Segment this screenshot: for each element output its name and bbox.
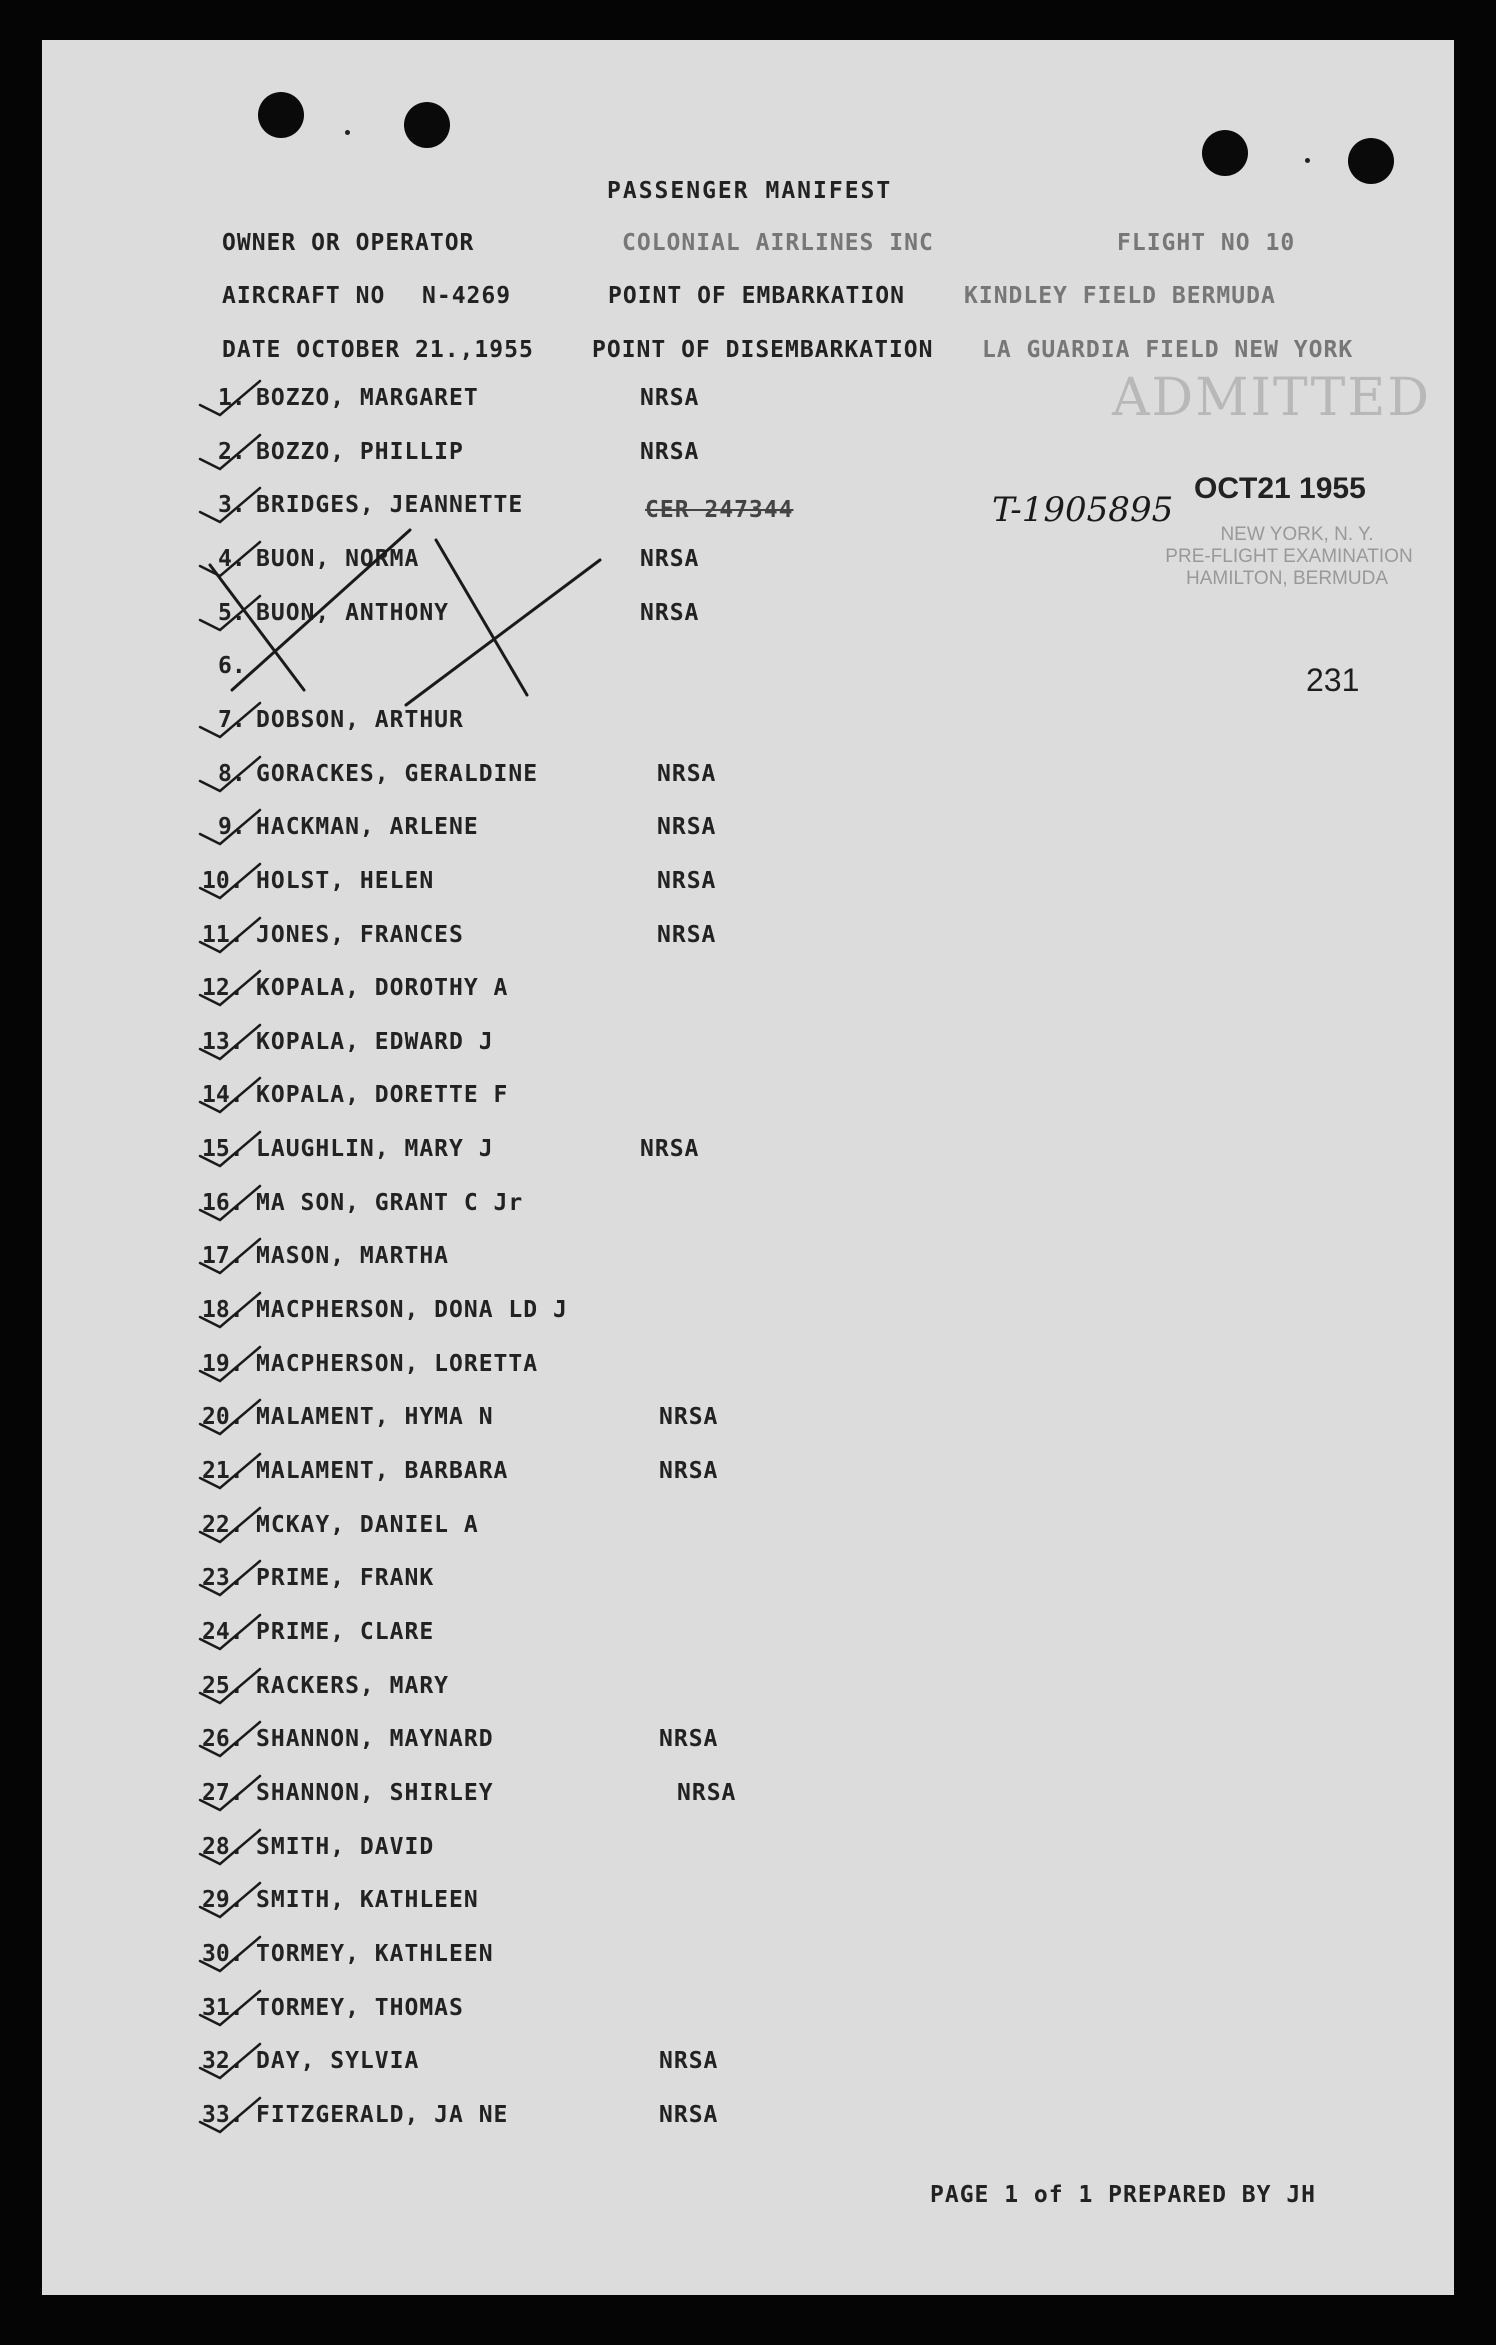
check-mark <box>200 1937 260 1971</box>
passenger-number: 25. <box>202 1673 244 1699</box>
passenger-number: 2. <box>218 439 246 465</box>
ink-marks <box>42 40 1454 2295</box>
struck-reference: CER 247344 <box>645 497 794 523</box>
passenger-number: 13. <box>202 1029 244 1055</box>
passenger-name: SMITH, KATHLEEN <box>256 1887 479 1913</box>
check-mark <box>200 1669 260 1703</box>
passenger-status: NRSA <box>640 385 700 411</box>
stamp-date: OCT21 1955 <box>1194 472 1366 505</box>
passenger-number: 11. <box>202 922 244 948</box>
passenger-name: JONES, FRANCES <box>256 922 464 948</box>
check-mark <box>200 1132 260 1166</box>
check-mark <box>200 542 260 576</box>
page-number: 231 <box>1306 662 1360 698</box>
embarkation-value: KINDLEY FIELD BERMUDA <box>964 283 1276 309</box>
flight-label: FLIGHT NO 10 <box>1117 230 1296 256</box>
passenger-status: NRSA <box>640 546 700 572</box>
passenger-name: BUON, NORMA <box>256 546 420 572</box>
check-mark <box>200 381 260 415</box>
check-mark <box>200 1078 260 1112</box>
check-mark <box>200 810 260 844</box>
passenger-name: FITZGERALD, JA NE <box>256 2102 509 2128</box>
passenger-status: NRSA <box>657 761 717 787</box>
handwritten-reference: T-1905895 <box>992 490 1174 530</box>
check-mark <box>200 971 260 1005</box>
owner-label: OWNER OR OPERATOR <box>222 230 475 256</box>
passenger-name: SHANNON, MAYNARD <box>256 1726 494 1752</box>
passenger-number: 1. <box>218 385 246 411</box>
passenger-status: NRSA <box>677 1780 737 1806</box>
passenger-name: MACPHERSON, LORETTA <box>256 1351 539 1377</box>
passenger-number: 9. <box>218 814 246 840</box>
passenger-number: 3. <box>218 492 246 518</box>
check-mark <box>200 2098 260 2132</box>
passenger-number: 19. <box>202 1351 244 1377</box>
passenger-number: 15. <box>202 1136 244 1162</box>
passenger-number: 20. <box>202 1404 244 1430</box>
passenger-number: 23. <box>202 1565 244 1591</box>
passenger-name: KOPALA, DORETTE F <box>256 1082 509 1108</box>
passenger-name: LAUGHLIN, MARY J <box>256 1136 494 1162</box>
passenger-name: HOLST, HELEN <box>256 868 435 894</box>
passenger-name: MACPHERSON, DONA LD J <box>256 1297 568 1323</box>
passenger-number: 14. <box>202 1082 244 1108</box>
date-label: DATE OCTOBER 21.,1955 <box>222 337 534 363</box>
passenger-name: TORMEY, THOMAS <box>256 1995 464 2021</box>
passenger-name: MALAMENT, HYMA N <box>256 1404 494 1430</box>
check-mark <box>200 1025 260 1059</box>
passenger-name: DAY, SYLVIA <box>256 2048 420 2074</box>
passenger-name: RACKERS, MARY <box>256 1673 450 1699</box>
passenger-name: SHANNON, SHIRLEY <box>256 1780 494 1806</box>
check-mark <box>200 1561 260 1595</box>
aircraft-value: N-4269 <box>422 283 512 309</box>
manifest-title: PASSENGER MANIFEST <box>607 178 893 204</box>
passenger-status: NRSA <box>659 2102 719 2128</box>
passenger-number: 4. <box>218 546 246 572</box>
check-mark <box>200 1722 260 1756</box>
passenger-number: 31. <box>202 1995 244 2021</box>
passenger-number: 24. <box>202 1619 244 1645</box>
passenger-number: 16. <box>202 1190 244 1216</box>
disembarkation-value: LA GUARDIA FIELD NEW YORK <box>982 337 1354 363</box>
passenger-status: NRSA <box>659 1726 719 1752</box>
passenger-number: 22. <box>202 1512 244 1538</box>
check-mark <box>200 488 260 522</box>
check-mark <box>200 1186 260 1220</box>
passenger-number: 10. <box>202 868 244 894</box>
passenger-number: 30. <box>202 1941 244 1967</box>
passenger-name: HACKMAN, ARLENE <box>256 814 479 840</box>
passenger-number: 5. <box>218 600 246 626</box>
passenger-name: PRIME, FRANK <box>256 1565 435 1591</box>
check-mark <box>200 1239 260 1273</box>
passenger-number: 28. <box>202 1834 244 1860</box>
check-mark <box>200 1776 260 1810</box>
cross-out-stroke <box>406 560 600 705</box>
check-mark <box>200 1454 260 1488</box>
stamp-line3: HAMILTON, BERMUDA <box>1186 568 1388 589</box>
passenger-number: 26. <box>202 1726 244 1752</box>
check-mark <box>200 1991 260 2025</box>
passenger-status: NRSA <box>659 1458 719 1484</box>
check-mark <box>200 1883 260 1917</box>
stamp-line2: PRE-FLIGHT EXAMINATION <box>1165 546 1413 567</box>
passenger-name: MA SON, GRANT C Jr <box>256 1190 524 1216</box>
passenger-number: 33. <box>202 2102 244 2128</box>
passenger-status: NRSA <box>659 2048 719 2074</box>
passenger-name: MASON, MARTHA <box>256 1243 450 1269</box>
stamp-line1: NEW YORK, N. Y. <box>1220 524 1374 545</box>
check-mark <box>200 1615 260 1649</box>
passenger-name: PRIME, CLARE <box>256 1619 435 1645</box>
check-mark <box>200 1293 260 1327</box>
aircraft-label: AIRCRAFT NO <box>222 283 386 309</box>
check-mark <box>200 864 260 898</box>
passenger-name: BUON, ANTHONY <box>256 600 450 626</box>
passenger-status: NRSA <box>640 600 700 626</box>
check-mark <box>200 1508 260 1542</box>
passenger-name: TORMEY, KATHLEEN <box>256 1941 494 1967</box>
passenger-status: NRSA <box>657 814 717 840</box>
passenger-name: GORACKES, GERALDINE <box>256 761 539 787</box>
passenger-status: NRSA <box>640 439 700 465</box>
manifest-sheet <box>42 40 1454 2295</box>
passenger-name: SMITH, DAVID <box>256 1834 435 1860</box>
check-mark <box>200 703 260 737</box>
passenger-number: 17. <box>202 1243 244 1269</box>
passenger-number: 12. <box>202 975 244 1001</box>
check-mark <box>200 435 260 469</box>
passenger-number: 8. <box>218 761 246 787</box>
passenger-number: 29. <box>202 1887 244 1913</box>
passenger-status: NRSA <box>657 868 717 894</box>
passenger-name: BRIDGES, JEANNETTE <box>256 492 524 518</box>
passenger-status: NRSA <box>657 922 717 948</box>
check-mark <box>200 596 260 630</box>
check-mark <box>200 918 260 952</box>
passenger-status: NRSA <box>659 1404 719 1430</box>
passenger-number: 6. <box>218 653 246 679</box>
passenger-number: 7. <box>218 707 246 733</box>
disembarkation-label: POINT OF DISEMBARKATION <box>592 337 934 363</box>
passenger-name: KOPALA, DOROTHY A <box>256 975 509 1001</box>
passenger-number: 21. <box>202 1458 244 1484</box>
passenger-name: KOPALA, EDWARD J <box>256 1029 494 1055</box>
passenger-number: 32. <box>202 2048 244 2074</box>
check-mark <box>200 1400 260 1434</box>
admitted-stamp: ADMITTED <box>1112 368 1432 428</box>
owner-value: COLONIAL AIRLINES INC <box>622 230 934 256</box>
check-mark <box>200 2044 260 2078</box>
passenger-name: MCKAY, DANIEL A <box>256 1512 479 1538</box>
check-mark <box>200 1347 260 1381</box>
passenger-status: NRSA <box>640 1136 700 1162</box>
passenger-number: 27. <box>202 1780 244 1806</box>
passenger-name: DOBSON, ARTHUR <box>256 707 464 733</box>
check-mark <box>200 1830 260 1864</box>
passenger-name: BOZZO, PHILLIP <box>256 439 464 465</box>
passenger-name: BOZZO, MARGARET <box>256 385 479 411</box>
check-mark <box>200 757 260 791</box>
footer-text: PAGE 1 of 1 PREPARED BY JH <box>930 2182 1317 2208</box>
embarkation-label: POINT OF EMBARKATION <box>608 283 905 309</box>
passenger-name: MALAMENT, BARBARA <box>256 1458 509 1484</box>
cross-out-stroke <box>232 530 410 690</box>
passenger-number: 18. <box>202 1297 244 1323</box>
